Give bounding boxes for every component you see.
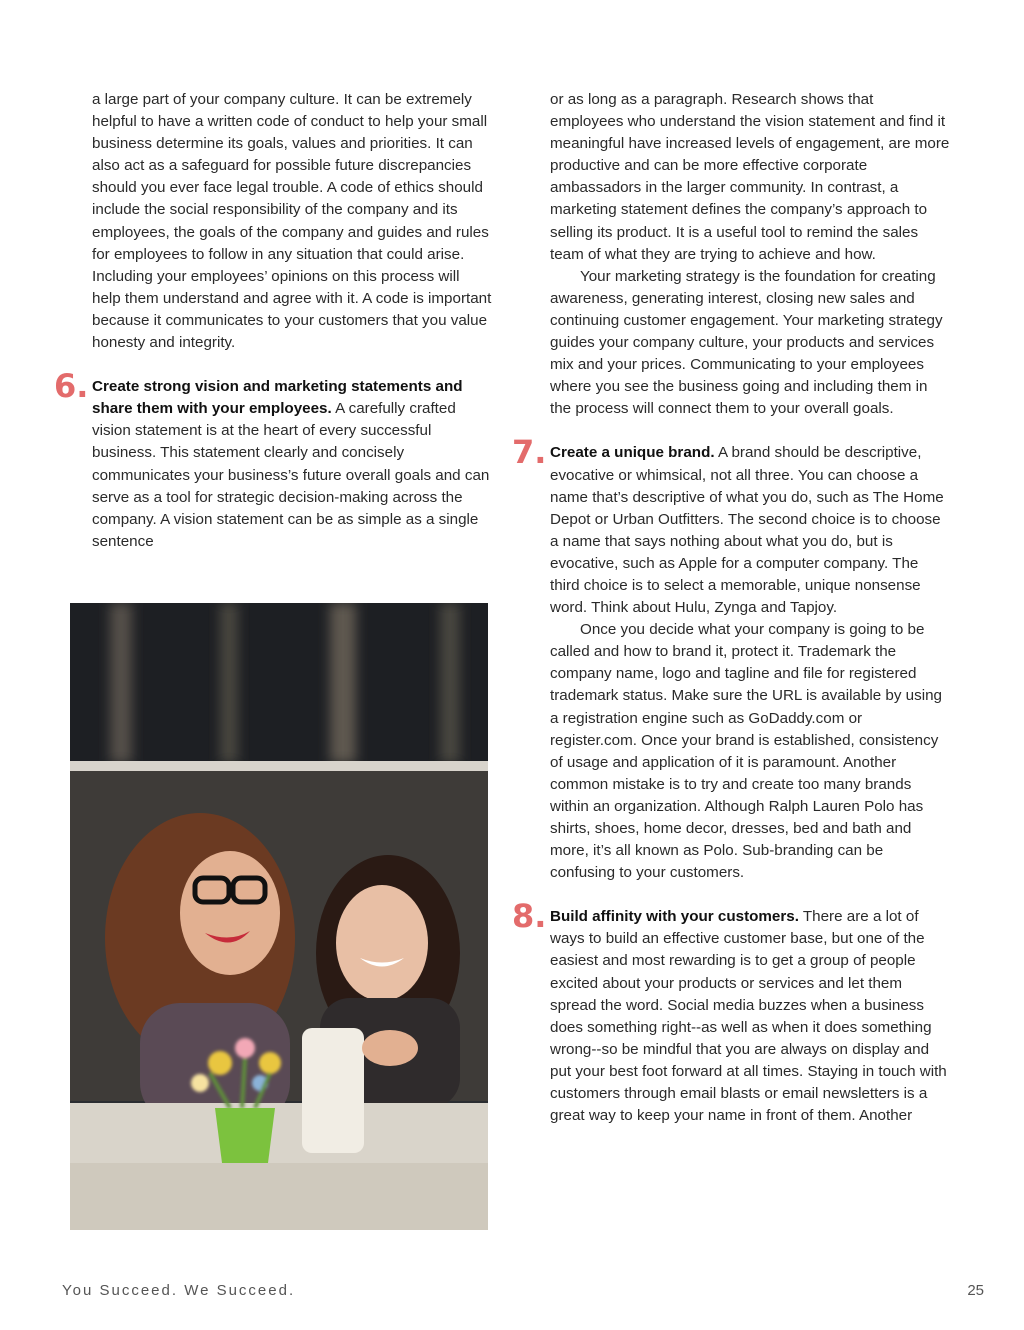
item-6-heading: Create strong vision and marketing statements and share them with your employees. xyxy=(92,378,463,418)
item-6-text: A carefully crafted vision statement is at the heart of every successful business. This statement clearly and concisely communicates your business’s future overall goals and can serve as a tool for strategic decision-making across the company. A vision statement can be as simple as a single sentence xyxy=(92,400,490,550)
item-7-paragraph-2: Once you decide what your company is going to be called and how to brand it, protect it. Trademark the company name, logo and tagline and file for registered trademark status. Make sure the URL is available by using a registration engine such as GoDaddy.com or register.com. Once your brand is established, consistency of usage and application of it is paramount. Another common mistake is to try and create too many brands within an organization. Although Ralph Lauren Polo has shirts, shoes, home decor, dresses, bed and bath and more, it’s all known as Polo. Sub-branding can be confusing to your customers. xyxy=(550,621,942,882)
item-7-text: A brand should be descriptive, evocative or whimsical, not all three. You can choose a name that’s descriptive of what you do, such as The Home Depot or Urban Outfitters. The second choice is to choose a name that says nothing about what you do, but is evocative, such as Apple for a computer company. The third choice is to select a memorable, unique nonsense word. Think about Hulu, Zynga and Tapjoy. xyxy=(550,444,944,617)
list-item-8 xyxy=(512,897,950,1127)
item-7-heading: Create a unique brand. xyxy=(550,444,715,462)
item-6-paragraph xyxy=(92,376,492,553)
window-frame-bar xyxy=(70,761,488,771)
item-7-paragraph xyxy=(550,442,950,619)
left-column xyxy=(54,89,492,553)
item-6-continued: or as long as a paragraph. Research shows that employees who understand the vision statement and find it meaningful have increased levels of engagement, are more productive and can be more effective corporate ambassadors in the larger community. In contrast, a marketing statement defines the company’s approach to selling its product. It is a useful tool to remind the sales team of what they are trying to achieve and how. xyxy=(550,91,950,263)
left-woman-face xyxy=(180,851,280,975)
item-8-paragraph xyxy=(550,906,950,1127)
item-8-heading: Build affinity with your customers. xyxy=(550,908,799,926)
item-number-8: 8. xyxy=(512,897,547,936)
intro-paragraph: a large part of your company culture. It can be extremely helpful to have a written code of conduct to help your small business determine its goals, values and priorities. It can also act as a safeguard for possible future discrepancies should you ever face legal trouble. A code of ethics should include the social responsibility of the company and its employees, the goals of the company and guides and rules for employees to follow in any situation that could arise. Including your employees’ opinions on this process will help them understand and agree with it. A code is important because it communicates to your customers that you value honesty and integrity. xyxy=(92,91,492,352)
item-number-6: 6. xyxy=(54,367,89,406)
item-6-paragraph-2: Your marketing strategy is the foundation for creating awareness, generating interest, closing new sales and continuing customer engagement. Your marketing strategy guides your company culture, your products and services mix and your prices. Communicating to your employees where you see the business going and including them in the process will connect them to your overall goals. xyxy=(550,267,943,418)
white-cup xyxy=(302,1028,364,1153)
right-woman-hand xyxy=(362,1030,418,1066)
table-edge xyxy=(70,1163,488,1230)
green-pot xyxy=(215,1108,275,1163)
photo-dark-top xyxy=(70,603,488,763)
cafe-photo xyxy=(70,603,488,1230)
item-8-text: There are a lot of ways to build an effective customer base, but one of the easiest and most rewarding is to get a group of people excited about your products or services and let them spread the word. Social media buzzes when a business does something right--as well as when it does something wrong--so be mindful that you are always on display and put your best foot forward at all times. Staying in touch with customers through email blasts or email newsletters is a great way to keep your name in front of them. Another xyxy=(550,908,947,1125)
item-number-7: 7. xyxy=(512,433,547,472)
photo-illustration xyxy=(70,603,488,1230)
right-woman-face xyxy=(336,885,428,1001)
page-number: 25 xyxy=(967,1282,984,1299)
right-column xyxy=(512,89,950,1127)
list-item-6 xyxy=(54,367,492,553)
footer-tagline: You Succeed. We Succeed. xyxy=(62,1282,296,1299)
list-item-7 xyxy=(512,433,950,884)
